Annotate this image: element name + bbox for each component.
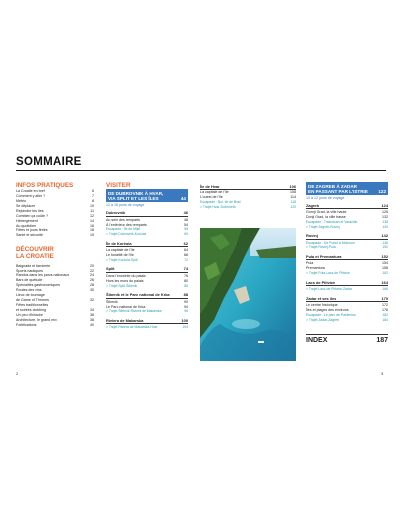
section-name: Zadar et ses îles	[306, 295, 337, 301]
index-row[interactable]	[306, 334, 388, 344]
section-name: Pula et Premantura	[306, 254, 342, 259]
toc-section[interactable]	[306, 294, 388, 302]
section-page: 62	[183, 240, 188, 246]
section-page: 170	[381, 295, 388, 301]
entry-label: Spécialités gastronomiques	[16, 283, 60, 288]
entry-page: 32	[90, 298, 94, 303]
entry-page: 36	[90, 312, 94, 317]
box-page: 44	[180, 195, 186, 201]
entry-label: Le centre historique	[306, 303, 338, 308]
section-page: 152	[381, 254, 388, 259]
entry-label: Rejoindre les îles	[16, 208, 44, 213]
infos-column	[16, 182, 94, 327]
entry-label: Pula	[306, 261, 314, 266]
toc-section[interactable]	[306, 201, 388, 209]
entry-label: Dans l'enceinte du palais	[106, 273, 146, 278]
entry-page: 76	[184, 273, 188, 278]
coastal-photo-graphic	[200, 228, 296, 361]
toc-section[interactable]	[106, 239, 188, 247]
entry-label: Le Parc national de Krka	[106, 304, 146, 309]
decouvrir-heading-1: DÉCOUVRIR	[16, 246, 54, 254]
entry-page: 11	[90, 208, 94, 213]
index-page: 187	[376, 337, 388, 345]
entry-page: 58	[184, 227, 188, 232]
entry-label: > Trajet Split-Šibenik	[106, 283, 138, 288]
infos-list	[16, 189, 94, 238]
entry-page: 120	[290, 204, 296, 209]
entry-label: Architecture, le grand mix	[16, 317, 57, 322]
dubrovnik-hvar-box[interactable]	[106, 189, 188, 202]
entry-label: La capitale de l'île	[106, 248, 135, 253]
entry-page: 80	[184, 278, 188, 283]
title-rule	[16, 170, 386, 171]
entry-page: 8	[92, 199, 94, 204]
entry-label: Donji Grad, la ville basse	[306, 215, 346, 220]
hvar-column	[200, 182, 296, 209]
entry-label: > Trajet Zadar-Zagreb	[306, 317, 340, 322]
hvar-section[interactable]	[200, 182, 296, 190]
entry-page: 94	[184, 304, 188, 309]
section-name: Zagreb	[306, 203, 319, 208]
box-title-line2: VIA SPLIT ET LES ÎLES	[108, 195, 159, 201]
entry-label: Santé et sécurité	[16, 233, 43, 238]
page-title: SOMMAIRE	[16, 156, 82, 168]
entry-label: Hébergement	[16, 218, 38, 223]
index-label: INDEX	[306, 337, 328, 345]
entry-page: 146	[382, 240, 388, 245]
section-page: 46	[183, 210, 188, 216]
entry-page: 108	[290, 190, 296, 195]
section-name: Riviera de Makarska	[106, 318, 144, 324]
entry-label: > Trajet Korčula-Split	[106, 257, 138, 262]
entry-page: 158	[382, 266, 388, 271]
entry-page: 12	[90, 213, 94, 218]
entry-label: Escapade : Île de Mljet	[106, 227, 141, 232]
section-name: Île de Korčula	[106, 240, 132, 246]
entry-label: Baignade et farniente	[16, 263, 51, 268]
entry-label: Lieux de tournage	[16, 293, 45, 298]
visiter-column	[106, 182, 188, 332]
toc-section[interactable]	[306, 278, 388, 286]
entry-label: Escapade : Le parc de Paklenica	[306, 313, 356, 318]
entry-page: 96	[184, 309, 188, 314]
toc-section[interactable]	[106, 264, 188, 272]
entry-label: Au quotidien	[16, 223, 36, 228]
entry-label: La capitale de l'île	[200, 190, 229, 195]
entry-page: 48	[184, 217, 188, 222]
decouvrir-list	[16, 264, 94, 328]
zagreb-list	[306, 201, 388, 324]
entry-label: > Trajet Dubrovnik-Korčula	[106, 232, 147, 237]
entry-label: > Trajet Pula-Lacs de Plitvice	[306, 271, 350, 276]
entry-page: 38	[90, 317, 94, 322]
page-number-left: 2	[16, 371, 19, 376]
entry-label: Šibenik	[106, 299, 118, 304]
coastal-photo	[200, 228, 296, 361]
section-name: Dubrovnik	[106, 210, 126, 216]
entry-label: Randos dans les parcs nationaux	[16, 273, 70, 278]
entry-page: 114	[290, 195, 296, 200]
zagreb-zadar-box[interactable]	[306, 182, 388, 195]
section-page: 88	[183, 292, 188, 298]
entry-page: 138	[382, 220, 388, 225]
section-name: Lacs de Plitvice	[306, 279, 336, 285]
entry-label: > Trajet Riviera de Makarska-Hvar	[106, 325, 158, 330]
section-name: Šibenik et le Parc national de Krka	[106, 292, 170, 298]
entry-label: Bars de quétude	[16, 278, 43, 283]
entry-page: 64	[184, 248, 188, 253]
entry-page: 182	[382, 313, 388, 318]
entry-page: 140	[382, 224, 388, 229]
toc-entry[interactable]	[16, 323, 94, 328]
entry-page: 26	[90, 278, 94, 283]
entry-label: Îles et plages des environs	[306, 308, 349, 313]
zbox-title-line1: DE ZAGREB À ZADAR	[308, 183, 357, 189]
entry-page: 90	[184, 299, 188, 304]
entry-label: Un peu d'histoire	[16, 312, 43, 317]
toc-entry[interactable]	[200, 205, 296, 210]
entry-page: 6	[92, 189, 94, 194]
entry-page: 24	[90, 273, 94, 278]
entry-label: Routes des vins	[16, 288, 42, 293]
entry-page: 34	[90, 307, 94, 312]
entry-label: > Trajet Rovinj-Pula	[306, 245, 336, 250]
entry-page: 19	[90, 233, 94, 238]
entry-page: 16	[90, 223, 94, 228]
toc-section[interactable]	[306, 231, 388, 239]
entry-page: 104	[182, 325, 188, 330]
entry-label: Fêtes traditionnelles	[16, 302, 49, 307]
entry-label: Météo	[16, 199, 26, 204]
entry-page: 14	[90, 218, 94, 223]
section-page: 124	[381, 203, 388, 208]
entry-label: Fêtes et jours fériés	[16, 228, 48, 233]
entry-label: Premantura	[306, 266, 325, 271]
entry-label: Le tonalité de l'île	[106, 252, 134, 257]
toc-section[interactable]	[106, 208, 188, 216]
entry-label: de Game of Thrones	[16, 298, 49, 303]
visiter-list	[106, 208, 188, 332]
section-page: 164	[381, 279, 388, 285]
entry-page: 132	[382, 215, 388, 220]
entry-page: 150	[382, 245, 388, 250]
entry-label: > Trajet Zagreb-Rovinj	[306, 224, 340, 229]
entry-label: Hors les murs du palais	[106, 278, 144, 283]
toc-section[interactable]	[306, 252, 388, 260]
hvar-page: 106	[289, 184, 296, 189]
entry-page: 20	[90, 263, 94, 268]
entry-label: Sports nautiques	[16, 268, 43, 273]
entry-page: 162	[382, 271, 388, 276]
entry-label: > Trajet Lacs de Plitvice-Zadar	[306, 287, 352, 292]
hvar-list	[200, 190, 296, 209]
entry-label: Fortifications	[16, 322, 37, 327]
entry-label: Comment y aller ?	[16, 194, 46, 199]
entry-label: et soirées clubbing	[16, 307, 46, 312]
entry-page: 54	[184, 222, 188, 227]
entry-label: L'ouest de l'île	[200, 195, 223, 200]
section-page: 100	[181, 318, 188, 324]
entry-page: 172	[382, 303, 388, 308]
zbox-subtitle: 10 à 12 jours de voyage	[306, 196, 345, 200]
entry-page: 154	[382, 261, 388, 266]
entry-label: Escapade : Bol, île de Brač	[200, 200, 241, 205]
entry-label: > Trajet Šibenik-Riviera de Makarska	[106, 309, 162, 314]
entry-label: À l'extérieur des remparts	[106, 222, 147, 227]
entry-page: 30	[90, 288, 94, 293]
section-page: 142	[381, 233, 388, 239]
entry-page: 86	[184, 283, 188, 288]
page-number-right: 3	[381, 371, 384, 376]
section-page: 74	[183, 266, 188, 272]
entry-page: 68	[184, 252, 188, 257]
entry-label: Au sein des remparts	[106, 217, 140, 222]
infos-heading: INFOS PRATIQUES	[16, 182, 74, 189]
section-name: Split	[106, 266, 115, 272]
zbox-page: 122	[378, 188, 386, 194]
entry-label: Escapade : Trakošćan et Varaždin	[306, 220, 358, 225]
entry-page: 22	[90, 268, 94, 273]
entry-label: Gornji Grad, la ville haute	[306, 210, 347, 215]
entry-page: 184	[382, 317, 388, 322]
entry-label: > Trajet Hvar-Dubrovnik	[200, 204, 236, 209]
entry-page: 176	[382, 308, 388, 313]
entry-page: 118	[290, 200, 296, 205]
section-name: Rovinj	[306, 233, 318, 239]
entry-page: 166	[382, 287, 388, 292]
entry-label: La Croatie en bref	[16, 189, 45, 194]
zbox-title-line2: EN PASSANT PAR L'ISTRIE	[308, 188, 368, 194]
hvar-name: Île de Hvar	[200, 184, 220, 189]
entry-page: 72	[184, 257, 188, 262]
toc-section[interactable]	[106, 316, 188, 324]
box-title-line1: DE DUBROVNIK À HVAR,	[108, 190, 164, 196]
entry-page: 18	[90, 228, 94, 233]
zagreb-column	[306, 182, 388, 344]
toc-section[interactable]	[106, 290, 188, 298]
box-subtitle: 12 à 16 jours de voyage	[106, 203, 145, 208]
entry-page: 60	[184, 232, 188, 237]
decouvrir-heading-2: LA CROATIE	[16, 253, 54, 261]
entry-page: 10	[90, 203, 94, 208]
entry-label: Escapade : De Poreč à Motovun	[306, 240, 355, 245]
visiter-heading: VISITER	[106, 182, 131, 189]
entry-label: Se déplacer	[16, 203, 36, 208]
entry-page: 126	[382, 210, 388, 215]
entry-page: 7	[92, 194, 94, 199]
entry-page: 40	[90, 322, 94, 327]
entry-page: 28	[90, 283, 94, 288]
entry-label: Combien ça coûte ?	[16, 213, 48, 218]
